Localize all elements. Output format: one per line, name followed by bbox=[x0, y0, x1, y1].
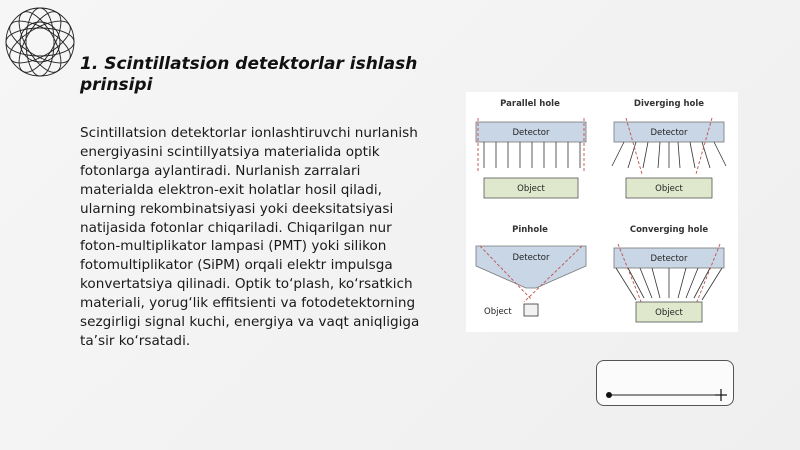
detector-label: Detector bbox=[512, 128, 550, 138]
object-label: Object bbox=[655, 308, 683, 318]
panel-title-pinhole: Pinhole bbox=[512, 225, 548, 235]
detector-label: Detector bbox=[650, 128, 688, 138]
panel-converging-hole bbox=[614, 225, 724, 322]
media-slider-widget[interactable] bbox=[596, 360, 734, 406]
panel-pinhole bbox=[476, 225, 586, 317]
panel-title-diverging-hole: Diverging hole bbox=[633, 99, 705, 109]
panel-title-parallel-hole: Parallel hole bbox=[500, 99, 560, 109]
filled-dot-icon bbox=[606, 392, 612, 398]
slide-body-text: Scintillatsion detektorlar ionlashtiruvchi nurlanish energiyasini scintillyatsiya materialida optik fotonlarga aylantiradi. Nurlanish zarralari materialda elektron-exit holatlar hosil qiladi, ularning rekombinatsiyasi yoki deeksitatsiyasi natijasida fotonlar chiqariladi. Chiqarilgan nur foton-multiplikator lampasi (PMT) yoki silikon fotomultiplikator (SiPM) orqali elektr impulsga konvertatsiya qilinadi. Optik to‘plash, ko‘rsatkich materiali, yorug‘lik effitsienti va fotodetektorning sezgirligi signal kuchi, energiya va vaqt aniqligiga ta’sir ko‘rsatadi. bbox=[80, 125, 420, 349]
detector-label: Detector bbox=[650, 254, 688, 264]
object-label: Object bbox=[655, 184, 683, 194]
panel-parallel-hole bbox=[476, 99, 586, 198]
panel-diverging-hole bbox=[612, 99, 726, 198]
detector-label: Detector bbox=[512, 253, 550, 263]
slide-title: 1. Scintillatsion detektorlar ishlash prinsipi bbox=[80, 54, 418, 95]
panel-title-converging-hole: Converging hole bbox=[629, 225, 709, 235]
object-label: Object bbox=[484, 307, 512, 317]
object-label: Object bbox=[517, 184, 545, 194]
geometric-rosette-icon bbox=[2, 4, 78, 80]
collimator-diagram bbox=[466, 92, 738, 332]
object-block bbox=[524, 304, 538, 316]
plus-icon bbox=[715, 389, 727, 401]
